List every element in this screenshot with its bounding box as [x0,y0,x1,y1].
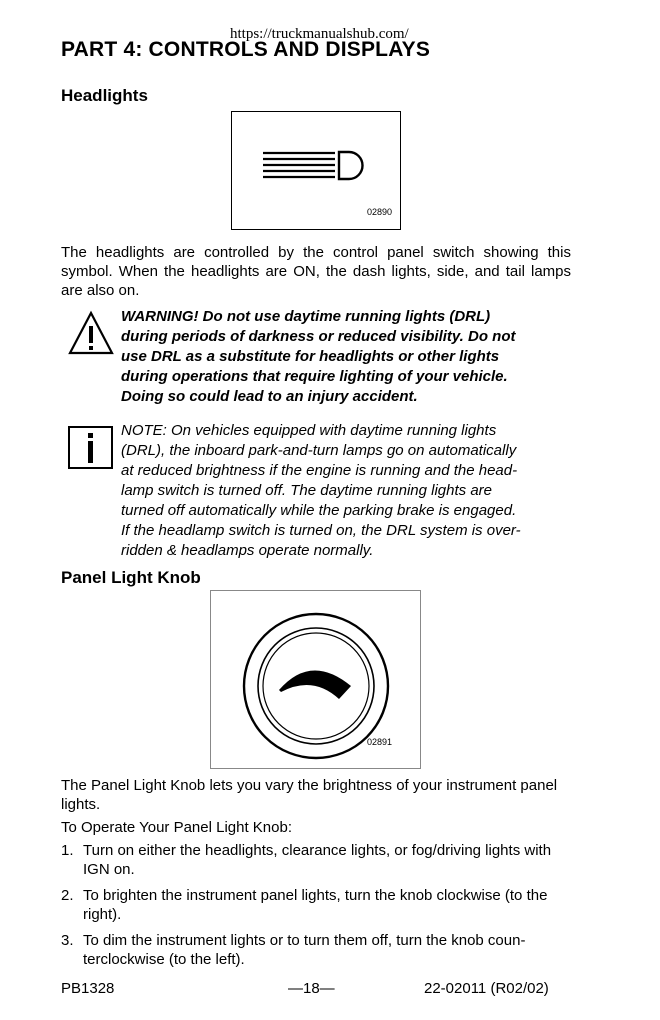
note-line: at reduced brightness if the engine is running and the head- [121,462,518,479]
info-icon [68,426,113,469]
warning-text [121,307,581,407]
step-text: To brighten the instrument panel lights, turn the knob clockwise (to the right). [83,887,548,923]
headlights-paragraph: The headlights are controlled by the control panel switch showing this symbol. When the headlights are ON, the dash lights, side, and tail lamps are also on. [61,244,571,299]
note-line: If the headlamp switch is turned on, the DRL system is over- [121,522,521,539]
step-number: 1. [61,842,74,859]
headlights-heading: Headlights [61,86,148,105]
warning-line: during periods of darkness or reduced visibility. Do not [121,328,516,345]
note-line: turned off automatically while the parking brake is engaged. [121,502,517,519]
warning-line: during operations that require lighting of your vehicle. [121,368,508,385]
step-text: Turn on either the headlights, clearance lights, or fog/driving lights with IGN on. [83,842,552,878]
list-item [61,931,571,969]
panel-light-intro: To Operate Your Panel Light Knob: [61,819,293,836]
headlight-symbol-figure [231,111,401,230]
warning-triangle-icon [68,310,114,356]
panel-light-heading: Panel Light Knob [61,568,201,587]
figure-number: 02891 [366,737,392,747]
note-line: lamp switch is turned off. The daytime running lights are [121,482,493,499]
list-item [61,886,571,924]
note-line: ridden & headlamps operate normally. [121,542,374,559]
step-number: 3. [61,932,74,949]
note-line: (DRL), the inboard park-and-turn lamps go on automatically [121,442,517,459]
note-text [121,421,581,561]
watermark-url: https://truckmanualshub.com/ [230,26,409,42]
page-number: —18— [288,980,335,997]
list-item [61,841,571,879]
warning-line: WARNING! Do not use daytime running lights (DRL) [121,308,491,325]
note-line: NOTE: On vehicles equipped with daytime running lights [121,422,497,439]
panel-light-knob-figure [210,590,421,769]
footer-left: PB1328 [61,980,115,997]
page-title: PART 4: CONTROLS AND DISPLAYS [61,38,431,61]
step-text: To dim the instrument lights or to turn them off, turn the knob coun-terclockwise (to the left). [83,932,526,968]
warning-line: Doing so could lead to an injury accident. [121,388,418,405]
step-number: 2. [61,887,74,904]
footer-right: 22-02011 (R02/02) [424,980,549,997]
warning-line: use DRL as a substitute for headlights or other lights [121,348,500,365]
figure-number: 02890 [366,207,392,217]
panel-light-paragraph: The Panel Light Knob lets you vary the brightness of your instrument panel lights. [61,777,558,813]
